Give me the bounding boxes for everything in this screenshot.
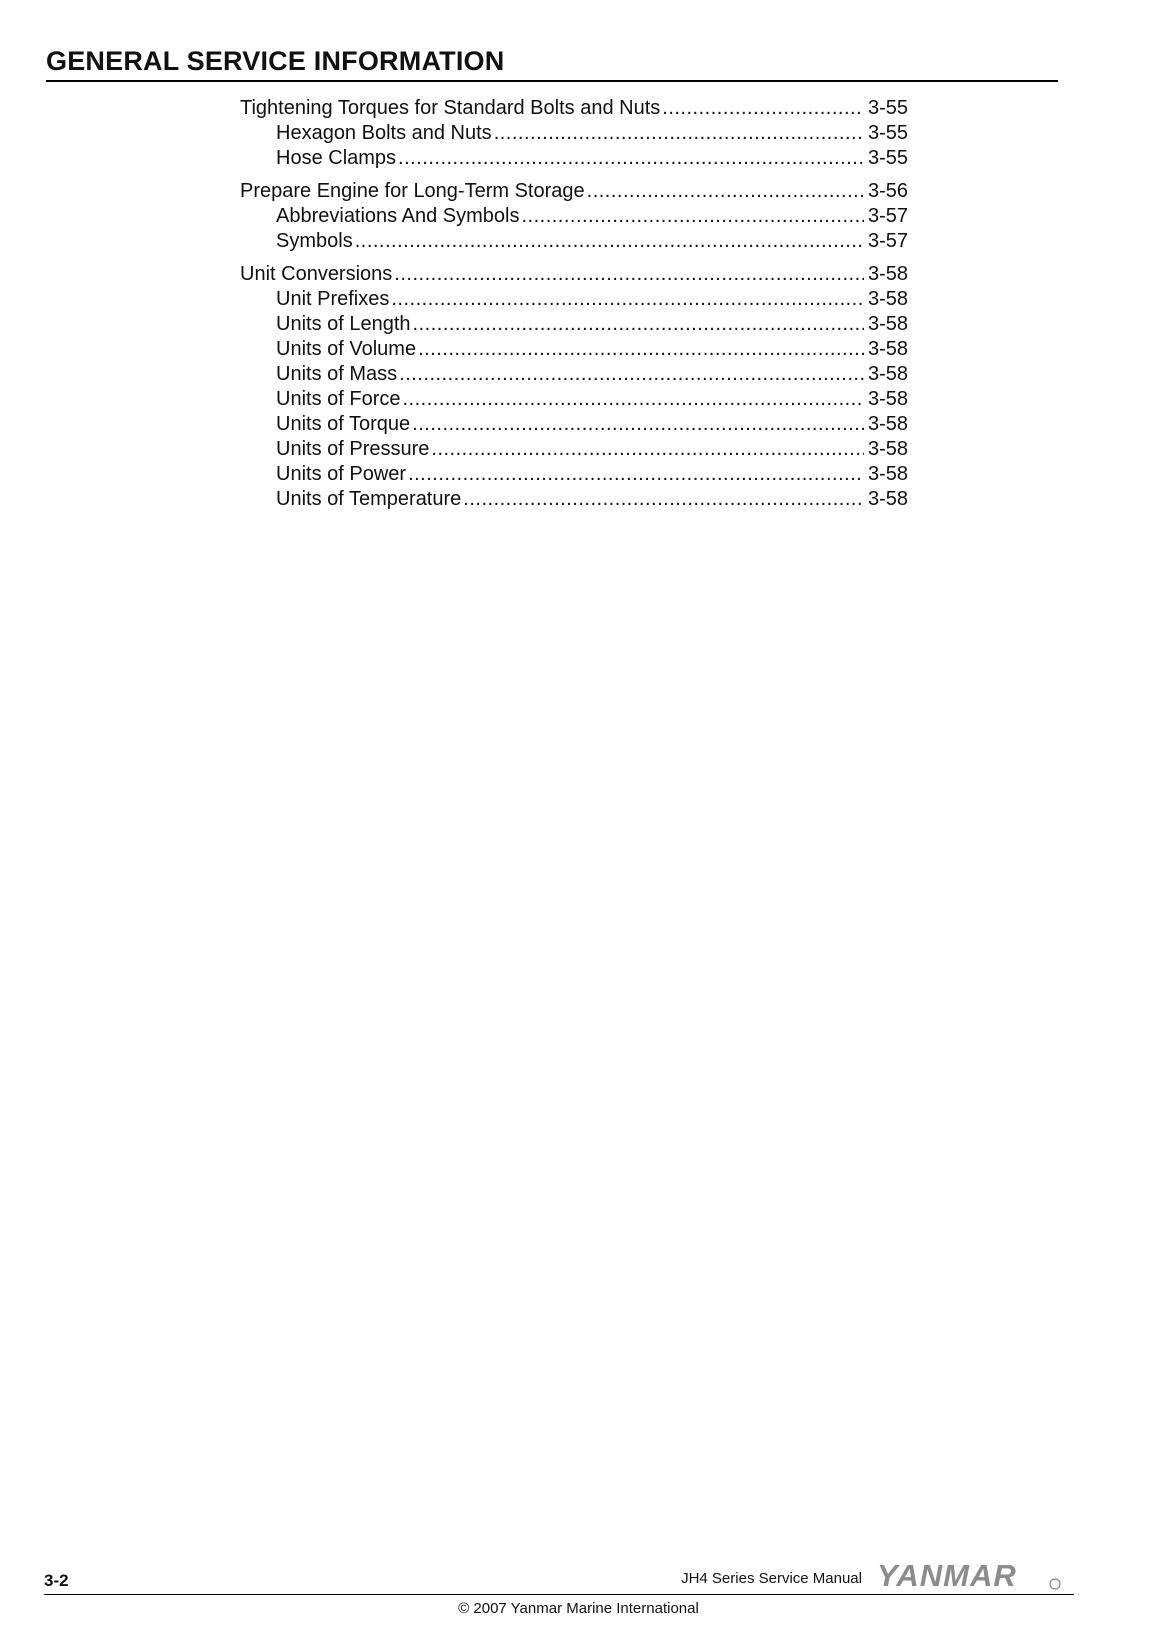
toc-dot-leader [412, 412, 864, 437]
toc-entry-title: Units of Power [276, 463, 407, 485]
toc-dot-leader [408, 462, 864, 487]
toc-entry-title: Prepare Engine for Long-Term Storage [240, 180, 585, 202]
yanmar-logo [875, 1558, 1063, 1592]
toc-entry-title: Units of Torque [276, 413, 411, 435]
toc-dot-leader [413, 312, 864, 337]
toc-entry[interactable] [240, 229, 908, 254]
toc-entry-page: 3-56 [867, 180, 908, 202]
footer-manual-name: JH4 Series Service Manual [681, 1570, 862, 1587]
toc-dot-leader [394, 262, 864, 287]
toc-entry-page: 3-58 [867, 363, 908, 385]
page-title: GENERAL SERVICE INFORMATION [46, 46, 505, 76]
footer-divider [44, 1594, 1074, 1595]
toc-dot-leader [431, 437, 864, 462]
toc-entry-title: Hose Clamps [276, 147, 397, 169]
toc-entry-page: 3-57 [867, 230, 908, 252]
header-divider [46, 80, 1058, 82]
toc-entry-page: 3-58 [867, 488, 908, 510]
toc-entry[interactable] [240, 262, 908, 287]
toc-entry[interactable] [240, 146, 908, 171]
toc-entry-page: 3-58 [867, 313, 908, 335]
toc-entry[interactable] [240, 121, 908, 146]
toc-dot-leader [494, 121, 864, 146]
toc-entry-title: Unit Prefixes [276, 288, 390, 310]
registered-mark-icon [1050, 1579, 1060, 1589]
toc-dot-leader [463, 487, 864, 512]
toc-entry-page: 3-58 [867, 388, 908, 410]
toc-entry[interactable] [240, 487, 908, 512]
toc-entry[interactable] [240, 437, 908, 462]
toc-dot-leader [402, 387, 863, 412]
yanmar-logo-text: YANMAR [877, 1558, 1017, 1592]
toc-entry[interactable] [240, 412, 908, 437]
toc-dot-leader [662, 96, 864, 121]
toc-entry-title: Units of Volume [276, 338, 417, 360]
table-of-contents [240, 96, 908, 512]
toc-entry[interactable] [240, 179, 908, 204]
toc-entry-title: Units of Force [276, 388, 401, 410]
toc-entry[interactable] [240, 287, 908, 312]
toc-dot-leader [418, 337, 864, 362]
toc-entry-page: 3-58 [867, 438, 908, 460]
toc-dot-leader [398, 146, 864, 171]
toc-entry-title: Tightening Torques for Standard Bolts and Nuts [240, 97, 661, 119]
toc-entry-title: Units of Pressure [276, 438, 430, 460]
toc-entry-page: 3-58 [867, 288, 908, 310]
toc-entry-title: Units of Mass [276, 363, 398, 385]
toc-entry[interactable] [240, 337, 908, 362]
toc-dot-leader [521, 204, 864, 229]
toc-entry[interactable] [240, 362, 908, 387]
toc-entry-title: Abbreviations And Symbols [276, 205, 520, 227]
toc-entry[interactable] [240, 312, 908, 337]
toc-entry-page: 3-58 [867, 338, 908, 360]
toc-entry-page: 3-58 [867, 463, 908, 485]
toc-entry[interactable] [240, 387, 908, 412]
toc-dot-leader [587, 179, 864, 204]
footer-copyright: © 2007 Yanmar Marine International [458, 1600, 699, 1617]
toc-entry[interactable] [240, 204, 908, 229]
toc-entry-page: 3-55 [867, 147, 908, 169]
footer-page-number: 3-2 [44, 1571, 69, 1590]
toc-entry-title: Hexagon Bolts and Nuts [276, 122, 492, 144]
toc-entry-page: 3-55 [867, 122, 908, 144]
toc-dot-leader [391, 287, 864, 312]
toc-dot-leader [355, 229, 864, 254]
toc-entry-title: Units of Temperature [276, 488, 462, 510]
toc-entry[interactable] [240, 96, 908, 121]
toc-entry-title: Symbols [276, 230, 353, 252]
toc-entry-page: 3-58 [867, 413, 908, 435]
toc-entry[interactable] [240, 462, 908, 487]
toc-entry-page: 3-58 [867, 263, 908, 285]
toc-entry-page: 3-57 [867, 205, 908, 227]
toc-entry-title: Unit Conversions [240, 263, 393, 285]
toc-entry-title: Units of Length [276, 313, 411, 335]
toc-dot-leader [399, 362, 864, 387]
toc-entry-page: 3-55 [867, 97, 908, 119]
